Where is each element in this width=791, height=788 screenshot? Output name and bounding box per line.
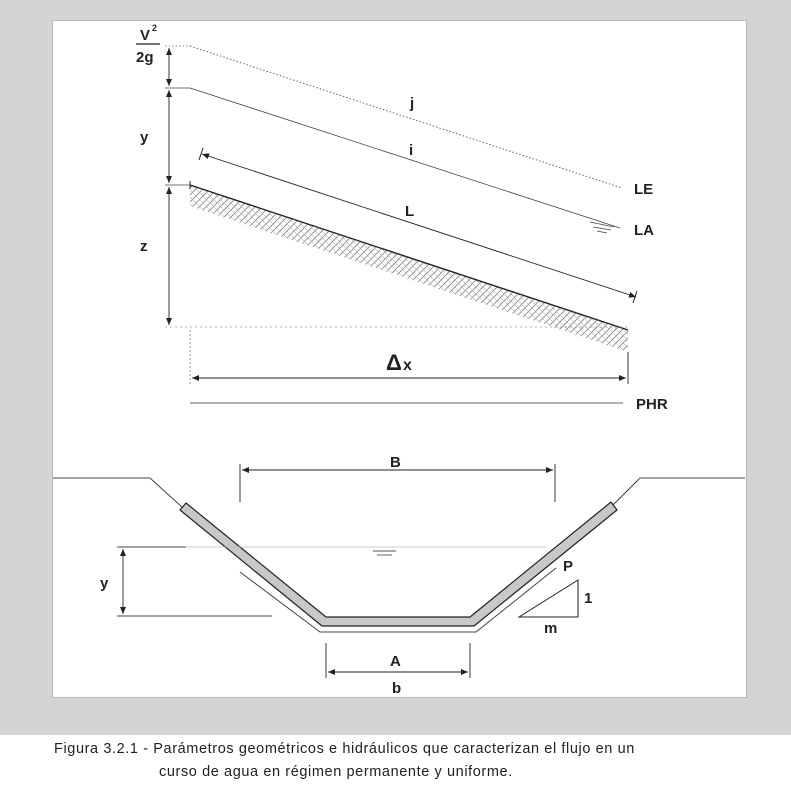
section-depth-label: y [100,575,109,592]
left-bank-slope [150,478,183,508]
bottom-width-label: b [392,680,402,697]
bed-slope-label: i [409,142,414,159]
datum-label: PHR [636,396,668,413]
delta-var: x [403,357,412,374]
velocity-head-exponent: 2 [152,23,158,33]
wetted-perimeter-label: P [563,558,574,575]
area-label: A [390,653,401,670]
caption-line-1: Figura 3.2.1 - Parámetros geométricos e hidráulicos que caracterizan el flujo en un [54,741,635,757]
velocity-head-numerator: V [140,27,151,44]
figure-caption [0,738,791,788]
caption-line-2: curso de agua en régimen permanente y uniforme. [159,764,513,780]
velocity-head-denominator: 2g [136,49,154,66]
right-bank-slope [611,478,640,507]
energy-line-label: LE [634,181,654,198]
length-label: L [405,203,415,220]
slope-vertical-label: 1 [584,590,593,607]
energy-line [190,46,622,188]
elevation-label: z [140,238,148,255]
energy-slope-label: j [410,95,415,112]
delta-symbol: Δ [386,350,402,375]
section-water-symbol [373,551,396,555]
profile-depth-label: y [140,129,149,146]
slope-triangle [519,580,578,617]
water-line-label: LA [634,222,654,239]
top-width-label: B [390,454,401,471]
water-surface-symbol [590,222,614,233]
length-end-tick [633,291,637,303]
slope-horizontal-label: m [544,620,558,637]
